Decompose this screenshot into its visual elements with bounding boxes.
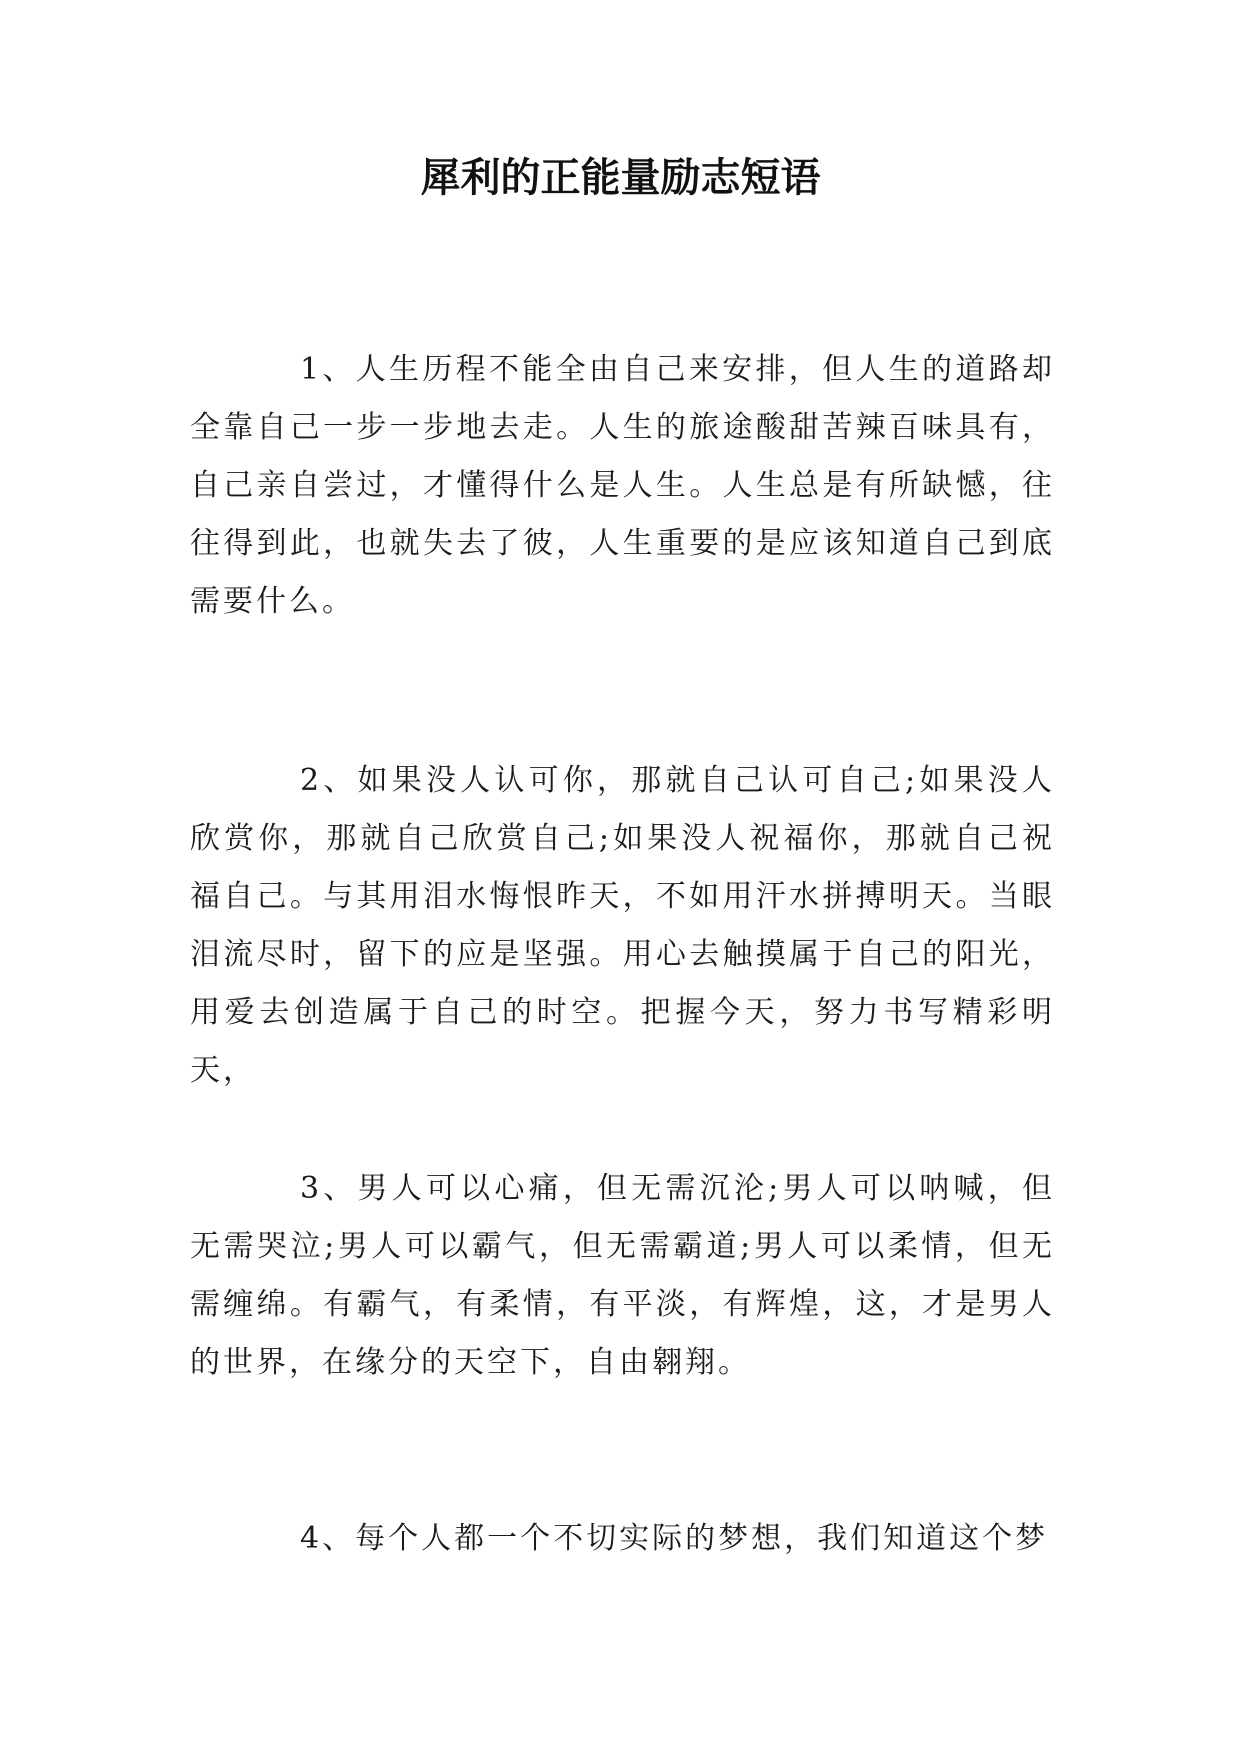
paragraph-2: 2、如果没人认可你，那就自己认可自己;如果没人欣赏你，那就自己欣赏自己;如果没人祝福你，那就自己祝福自己。与其用泪水悔恨昨天，不如用汗水拼搏明天。当眼泪流尽时，留下的应是坚强。用心去触摸属于自己的阳光，用爱去创造属于自己的时空。把握今天，努力书写精彩明天， bbox=[190, 763, 1055, 1088]
document-title: 犀利的正能量励志短语 bbox=[420, 155, 821, 201]
paragraph-3: 3、男人可以心痛，但无需沉沦;男人可以呐喊，但无需哭泣;男人可以霸气，但无需霸道;男人可以柔情，但无需缠绵。有霸气，有柔情，有平淡，有辉煌，这，才是男人的世界，在缘分的天空下，自由翱翔。 bbox=[190, 1171, 1055, 1380]
paragraph-4: 4、每个人都一个不切实际的梦想，我们知道这个梦 bbox=[300, 1521, 1049, 1556]
paragraph-1: 1、人生历程不能全由自己来安排，但人生的道路却全靠自己一步一步地去走。人生的旅途酸甜苦辣百味具有，自己亲自尝过，才懂得什么是人生。人生总是有所缺憾，往往得到此，也就失去了彼，人生重要的是应该知道自己到底需要什么。 bbox=[190, 352, 1055, 619]
